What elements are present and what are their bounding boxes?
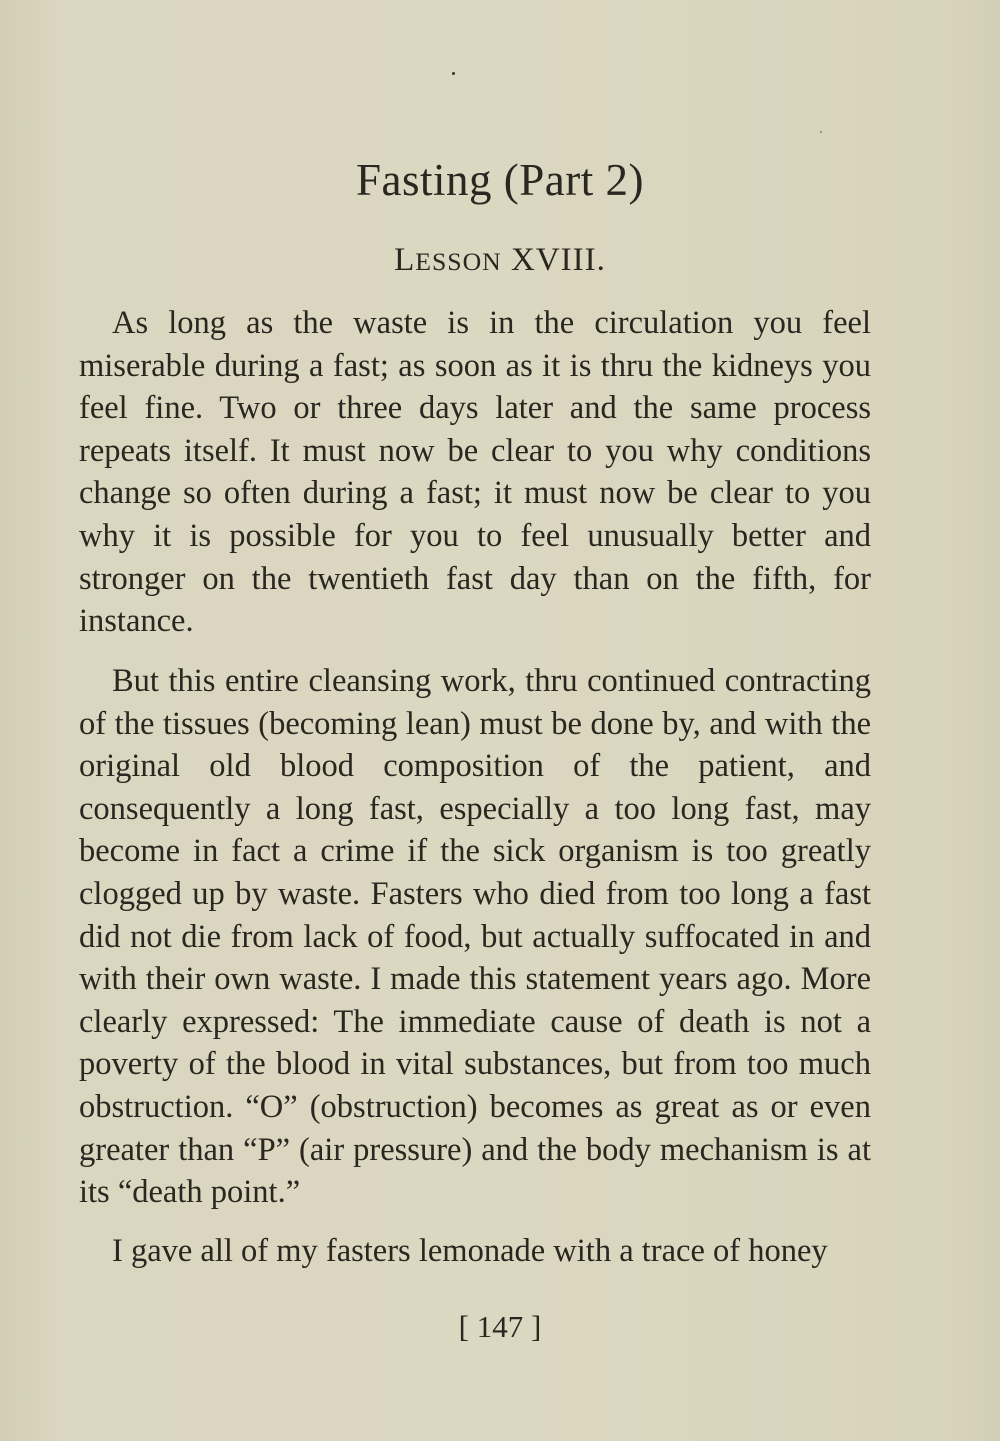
ink-speck: [820, 131, 822, 133]
lesson-prefix: L: [394, 242, 416, 278]
ink-speck: [452, 72, 455, 75]
lesson-prefix-rest: ESSON: [415, 247, 502, 276]
paragraph-1: As long as the waste is in the circulation you feel miserable during a fast; as soon as it is thru the kidneys you feel fine. Two or three days later and the same process repeats itself. It must now be clear to you why conditions change so often during a fast; it must now be clear to you why it is possible for you to feel unusually better and stronger on the twentieth fast day than on the fifth, for instance.: [79, 305, 871, 640]
lesson-number: XVIII.: [511, 242, 606, 278]
chapter-title: Fasting (Part 2): [356, 155, 644, 205]
paragraph-3: I gave all of my fasters lemonade with a trace of honey: [112, 1233, 828, 1269]
paragraph-2: But this entire cleansing work, thru continued contracting of the tissues (becoming lean) must be done by, and with the original old blood composition of the patient, and consequently a long fast, especially a too long fast, may become in fact a crime if the sick organism is too greatly clogged up by waste. Fasters who died from too long a fast did not die from lack of food, but actually suffocated in and with their own waste. I made this statement years ago. More clearly expressed: The immediate cause of death is not a poverty of the blood in vital substances, but from too much obstruction. “O” (obstruction) becomes as great as or even greater than “P” (air pressure) and the body mechanism is at its “death point.”: [79, 663, 871, 1211]
lesson-heading: [0, 238, 1000, 284]
page-number: [ 147 ]: [458, 1309, 542, 1344]
